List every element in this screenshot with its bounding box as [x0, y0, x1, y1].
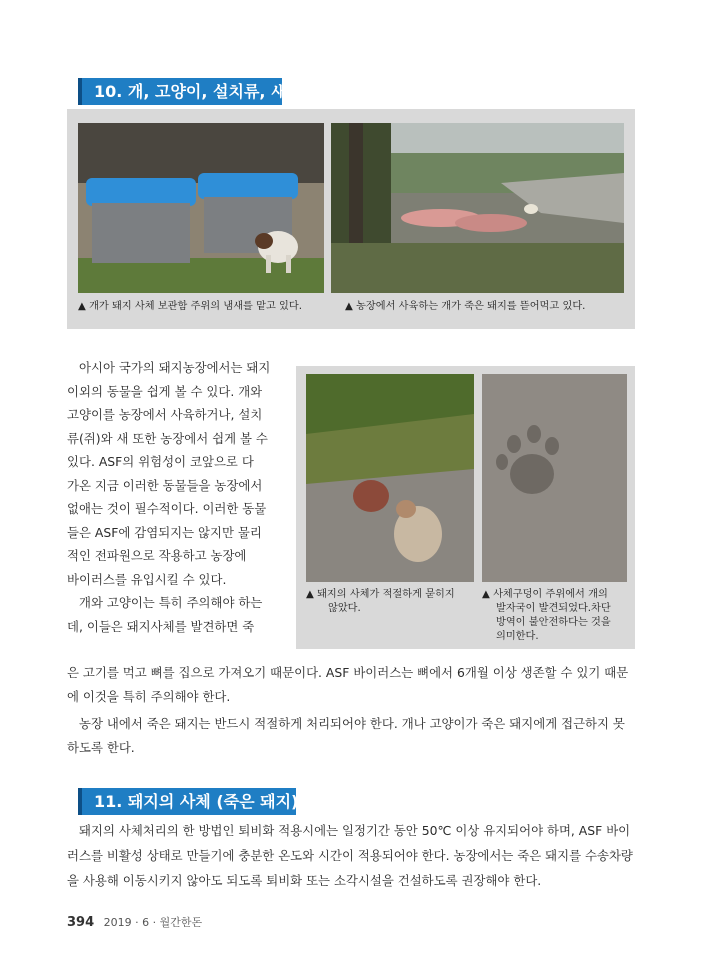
caption-photo-2: ▲ 농장에서 사육하는 개가 죽은 돼지를 뜯어먹고 있다. [345, 301, 586, 312]
top-photo-panel [67, 109, 635, 329]
paragraph-line: 적인 전파원으로 작용하고 농장에 [67, 548, 247, 563]
caption-photo-3-line: 않았다. [328, 603, 361, 614]
paragraph-line: 하도록 한다. [67, 740, 135, 755]
paragraph-line: 은 고기를 먹고 뼈를 집으로 가져오기 때문이다. ASF 바이러스는 뼈에서 6개월 이상 생존할 수 있기 때문 [67, 665, 629, 680]
caption-photo-3 [306, 588, 478, 616]
section-11-heading: 11. 돼지의 사체 (죽은 돼지) [78, 788, 296, 815]
page-footer [67, 914, 202, 930]
paragraph-line: 이외의 동물을 쉽게 볼 수 있다. 개와 [67, 383, 263, 399]
paragraph-line: 없애는 것이 필수적이다. 이러한 동물 [67, 501, 267, 516]
caption-photo-4-line: ▲ 사체구덩이 주위에서 개의 [482, 589, 608, 600]
issue-label: 2019 · 6 · 월간한돈 [103, 916, 203, 929]
paragraph-line: 데, 이들은 돼지사체를 발견하면 죽 [67, 618, 255, 634]
caption-photo-4 [482, 588, 632, 644]
paragraph-line: 류(쥐)와 새 또한 농장에서 쉽게 볼 수 [67, 430, 268, 446]
caption-photo-4-line: 발자국이 발견되었다.차단 [496, 603, 611, 614]
caption-photo-1: ▲ 개가 돼지 사체 보관함 주위의 냄새를 맡고 있다. [78, 301, 302, 312]
paragraph-line: 있다. ASF의 위험성이 코앞으로 다 [67, 454, 254, 469]
paragraph-line: 에 이것을 특히 주의해야 한다. [67, 689, 231, 704]
section-10-left-paragraph [67, 356, 271, 638]
photo-dog-sniffing-box [78, 123, 324, 293]
paragraph-line: 을 사용해 이동시키지 않아도 되도록 퇴비화 또는 소각시설을 건설하도록 권장해야 한다. [67, 873, 542, 888]
paragraph-line: 가온 지금 이러한 동물들을 농장에서 [67, 477, 263, 493]
paragraph-line: 농장 내에서 죽은 돼지는 반드시 적절하게 처리되어야 한다. 개나 고양이가 죽은 돼지에게 접근하지 못 [79, 716, 625, 731]
caption-photo-4-line: 방역이 불안전하다는 것을 [496, 617, 611, 628]
caption-photo-3-line: ▲ 돼지의 사체가 적절하게 묻히지 [306, 589, 455, 600]
paragraph-line: 개와 고양이는 특히 주의해야 하는 [79, 595, 263, 610]
photo-dog-eating-pig [331, 123, 624, 293]
paragraph-line: 바이러스를 유입시킬 수 있다. [67, 571, 227, 587]
photo-dog-footprint [482, 374, 627, 582]
paragraph-line: 돼지의 사체처리의 한 방법인 퇴비화 적용시에는 일정기간 동안 50℃ 이상 유지되어야 하며, ASF 바이 [79, 823, 631, 838]
page-number: 394 [67, 915, 95, 930]
paragraph-line: 아시아 국가의 돼지농장에서는 돼지 [79, 360, 271, 375]
paragraph-line: 고양이를 농장에서 사육하거나, 설치 [67, 407, 263, 422]
paragraph-line: 러스를 비활성 상태로 만들기에 충분한 온도와 시간이 적용되어야 한다. 농장에서는 죽은 돼지를 수송차량 [67, 848, 633, 863]
caption-photo-4-line: 의미한다. [496, 631, 539, 642]
right-photo-panel [296, 366, 635, 649]
photo-unburied-carcass [306, 374, 474, 582]
paragraph-line: 들은 ASF에 감염되지는 않지만 물리 [67, 524, 262, 540]
section-10-heading: 10. 개, 고양이, 설치류, 새 [78, 78, 282, 105]
